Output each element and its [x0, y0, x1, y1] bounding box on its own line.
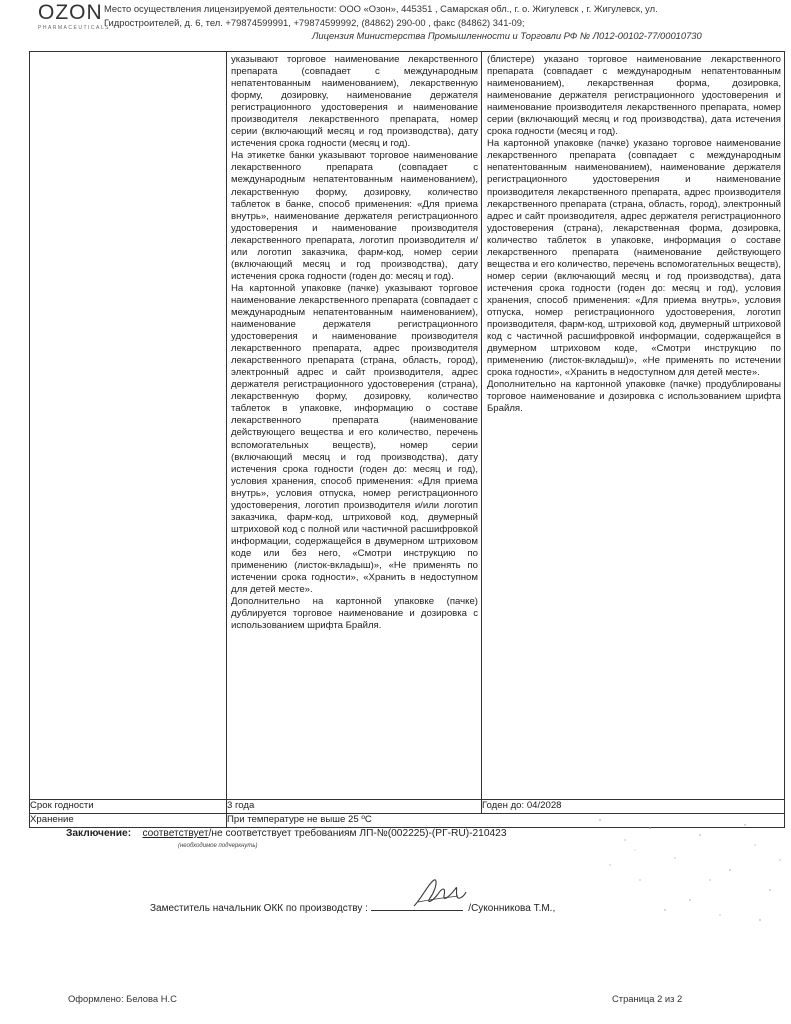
signature-underline [371, 909, 463, 911]
logo-subtitle: PHARMACEUTICALS [38, 25, 110, 31]
header-license-line: Лицензия Министерства Промышленности и Торговли РФ № Л012-00102-77/00010730 [312, 30, 702, 41]
results-paragraph: (блистере) указано торговое наименование лекарственного препарата (совпадает с международным непатентованным наименованием), лекарственная форма, дозировка, наименование держателя регистрационного удостоверения и наименование производителя лекарственного препарата, номер серии (включающий месяц и год производства), дата истечения срока годности (месяц и год). [487, 54, 781, 138]
requirements-paragraph: На картонной упаковке (пачке) указывают торговое наименование лекарственного препарата (совпадает с международным непатентованным наименованием), наименование держателя регистрационного удостоверения и наименование производителя лекарственного препарата, адрес производителя лекарственного препарата (страна, область, город), электронный адрес и сайт производителя, адрес держателя регистрационного удостоверения (страна), лекарственную форму, дозировку, количество таблеток в упаковке, информацию о составе лекарственного препарата (наименование действующего вещества и его количество, перечень вспомогательных веществ), номер серии (включающий месяц и год производства), дату истечения срока годности (годен до: месяц и год), условия хранения, способ применения: «Для приема внутрь», условия отпуска, номер регистрационного удостоверения, логотип производителя и/или логотип заказчика, фарм-код, штриховой код, двумерный штриховой код с полной или частичной расшифровкой информации, содержащейся в двумерном штриховом коде или без него, «Смотри инструкцию по применению (листок-вкладыш)», «Не применять по истечении срока годности», «Хранить в недоступном для детей месте». [231, 282, 478, 596]
table-cell-results [482, 52, 785, 800]
table-row-labeling [30, 52, 785, 800]
conclusion-text: /не соответствует требованиям ЛП-№(002225)-(РГ-RU)-210423 [208, 828, 507, 839]
requirements-paragraph: Дополнительно на картонной упаковке (пачке) дублируется торговое наименование и дозировка с использованием шрифта Брайля. [231, 596, 478, 632]
header-contacts-line: Гидростроителей, д. 6, тел. +79874599991, +79874599992, (84862) 290-00 , факс (84862) 341-09; [104, 17, 525, 28]
shelf-life-label: Срок годности [30, 800, 227, 814]
table-cell-requirements [227, 52, 482, 800]
table-cell-empty [30, 52, 227, 800]
company-logo [38, 1, 110, 31]
shelf-life-result: Годен до: 04/2028 [482, 800, 785, 814]
conclusion-label: Заключение: [66, 828, 132, 839]
requirements-paragraph: На этикетке банки указывают торговое наименование лекарственного препарата (совпадает с международным непатентованным наименованием), лекарственную форму, дозировку, количество таблеток в банке, способ применения: «Для приема внутрь», наименование держателя регистрационного удостоверения и наименование производителя лекарственного препарата, логотип производителя и/или логотип заказчика, фарм-код, номер серии (включающий месяц и год производства), дату истечения срока годности (годен до: месяц и год). [231, 150, 478, 282]
signature-name: /Суконникова Т.М., [468, 903, 556, 914]
storage-label: Хранение [30, 814, 227, 828]
results-paragraph: На картонной упаковке (пачке) указано торговое наименование лекарственного препарата (совпадает с международным непатентованным наименованием), наименование держателя регистрационного удостоверения и наименование производителя лекарственного препарата, адрес производителя лекарственного препарата (страна, область, город), электронный адрес и сайт производителя, адрес держателя регистрационного удостоверения (страна), лекарственная форма, дозировка, количество таблеток в упаковке, информация о составе лекарственного препарата (наименование действующего вещества и его количество, перечень вспомогательных веществ), номер серии (включающий месяц и год производства), дата истечения срока годности (годен до: месяц и год), условия хранения, способ применения: «Для приема внутрь», условия отпуска, номер регистрационного удостоверения, логотип производителя, фарм-код, штриховой код, двумерный штриховой код с частичной расшифровкой информации, содержащейся в двумерном штриховом коде, «Смотри инструкцию по применению (листок-вкладыш)», «Не применять по истечении срока годности», «Хранить в недоступном для детей месте». [487, 138, 781, 379]
footer-page-number: Страница 2 из 2 [612, 993, 683, 1004]
conclusion-chosen-option: соответствует [142, 828, 209, 839]
scan-noise-decoration [580, 810, 790, 930]
conclusion-note: (необходимое подчеркнуть) [178, 843, 258, 849]
requirements-paragraph: указывают торговое наименование лекарственного препарата (совпадает с международным непатентованным наименованием), лекарственную форму, дозировку, наименование держателя регистрационного удостоверения и наименование производителя лекарственного препарата, номер серии (включающий месяц и год производства), дату истечения срока годности (месяц и год). [231, 54, 478, 150]
shelf-life-value: 3 года [227, 800, 482, 814]
results-paragraph: Дополнительно на картонной упаковке (пачке) продублированы торговое наименование и дозировка с использованием шрифта Брайля. [487, 379, 781, 415]
spec-table [29, 51, 785, 828]
signature-line [150, 903, 555, 914]
signature-role: Заместитель начальник ОКК по производству : [150, 903, 368, 914]
logo-wordmark: OZON [38, 1, 103, 24]
requirements-text [227, 52, 481, 632]
header-address-line: Место осуществления лицензируемой деятельности: ООО «Озон», 445351 , Самарская обл., г. о. Жигулевск , г. Жигулевск, ул. [104, 3, 658, 14]
footer-prepared-by: Оформлено: Белова Н.С [68, 993, 177, 1004]
results-text [482, 52, 784, 415]
conclusion-line [66, 828, 506, 839]
storage-value: При температуре не выше 25 ºС [227, 814, 785, 828]
